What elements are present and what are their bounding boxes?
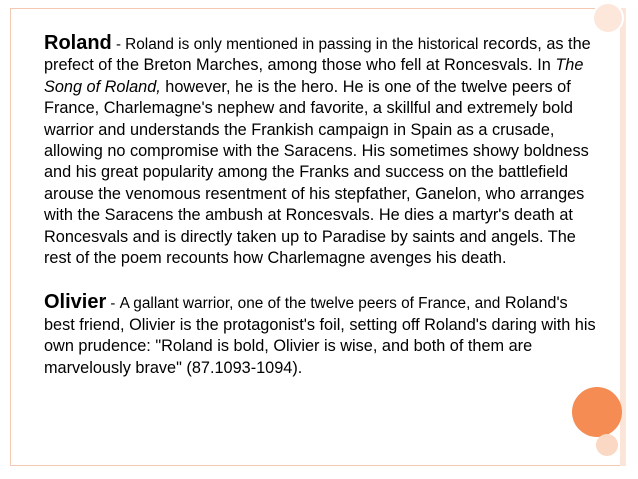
roland-lead: Roland is only mentioned in passing in the historical: [125, 36, 479, 53]
decorative-circle-small: [596, 434, 618, 456]
decorative-circle-top: [592, 2, 624, 34]
slide-frame-right-band: [620, 8, 626, 466]
olivier-lead: A gallant warrior, one of the twelve peers of France, and: [119, 295, 501, 313]
roland-name: Roland: [44, 32, 112, 54]
roland-paragraph: [44, 33, 599, 269]
roland-separator: -: [111, 36, 126, 53]
olivier-text: Roland's best friend, Olivier is the protagonist's foil, setting off Roland's daring with his own prudence: "Roland is bold, Olivier is wise, and both of them are marvelously brave" (87.1093-1094).: [44, 294, 596, 377]
decorative-circle-large: [572, 387, 622, 437]
olivier-separator: -: [106, 295, 120, 313]
olivier-paragraph: [44, 292, 599, 379]
roland-text-after-title: however, he is the hero. He is one of the twelve peers of France, Charlemagne's nephew and favorite, a skillful and extremely bold warrior and understands the Frankish campaign in Spain as a crusade, allowing no compromise with the Saracens. His sometimes showy boldness and his great popularity among the Franks and success on the battlefield arouse the venomous resentment of his stepfather, Ganelon, who arranges with the Saracens the ambush at Roncesvals. He dies a martyr's death at Roncesvals and is directly taken up to Paradise by saints and angels. The rest of the poem recounts how Charlemagne avenges his death.: [44, 77, 589, 268]
roland-text-before-title: records, as the prefect of the Breton Marches, among those who fell at Roncesvals. In: [44, 35, 591, 75]
olivier-name: Olivier: [44, 291, 107, 314]
slide-content: [44, 33, 599, 379]
song-of-roland-title: The Song of Roland,: [44, 56, 584, 96]
